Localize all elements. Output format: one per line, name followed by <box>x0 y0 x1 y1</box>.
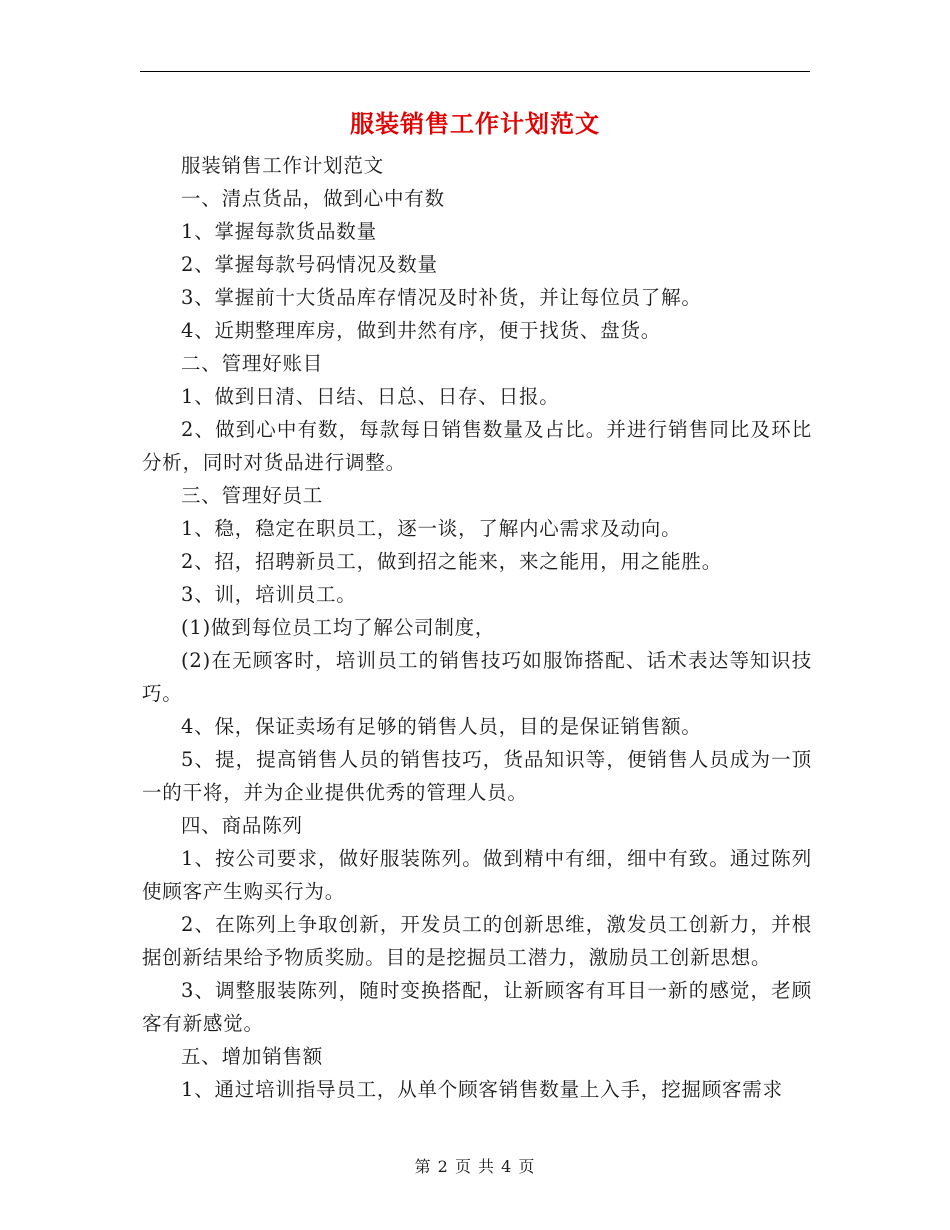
paragraph: 3、调整服装陈列，随时变换搭配，让新顾客有耳目一新的感觉，老顾客有新感觉。 <box>142 979 812 1035</box>
paragraph: 2、掌握每款号码情况及数量 <box>181 253 438 276</box>
paragraph: (1)做到每位员工均了解公司制度， <box>181 616 496 639</box>
paragraph: 2、做到心中有数，每款每日销售数量及占比。并进行销售同比及环比分析，同时对货品进行调整。 <box>142 418 812 474</box>
paragraph: 1、做到日清、日结、日总、日存、日报。 <box>181 385 560 408</box>
document-title: 服装销售工作计划范文 <box>350 109 600 138</box>
header-rule <box>140 71 810 72</box>
paragraph: 5、提，提高销售人员的销售技巧，货品知识等，便销售人员成为一顶一的干将，并为企业提供优秀的管理人员。 <box>142 748 812 804</box>
paragraph: 1、稳，稳定在职员工，逐一谈，了解内心需求及动向。 <box>181 517 682 540</box>
page-number: 第 2 页 共 4 页 <box>414 1157 536 1176</box>
paragraph: (2)在无顾客时，培训员工的销售技巧如服饰搭配、话术表达等知识技巧。 <box>142 649 812 705</box>
paragraph: 服装销售工作计划范文 <box>181 154 385 177</box>
paragraph: 3、训，培训员工。 <box>181 583 357 606</box>
paragraph: 2、在陈列上争取创新，开发员工的创新思维，激发员工创新力，并根据创新结果给予物质奖励。目的是挖掘员工潜力，激励员工创新思想。 <box>142 913 812 969</box>
section-heading: 三、管理好员工 <box>181 484 324 507</box>
paragraph: 4、近期整理库房，做到井然有序，便于找货、盘货。 <box>181 319 662 342</box>
paragraph: 1、通过培训指导员工，从单个顾客销售数量上入手，挖掘顾客需求 <box>181 1078 783 1101</box>
section-heading: 四、商品陈列 <box>181 814 303 837</box>
paragraph: 1、掌握每款货品数量 <box>181 220 377 243</box>
paragraph: 3、掌握前十大货品库存情况及时补货，并让每位员了解。 <box>181 286 702 309</box>
document-body <box>142 149 812 1106</box>
paragraph: 1、按公司要求，做好服装陈列。做到精中有细，细中有致。通过陈列使顾客产生购买行为。 <box>142 847 812 903</box>
section-heading: 一、清点货品，做到心中有数 <box>181 187 445 210</box>
section-heading: 五、增加销售额 <box>181 1045 324 1068</box>
paragraph: 2、招，招聘新员工，做到招之能来，来之能用，用之能胜。 <box>181 550 723 573</box>
section-heading: 二、管理好账目 <box>181 352 324 375</box>
paragraph: 4、保，保证卖场有足够的销售人员，目的是保证销售额。 <box>181 715 702 738</box>
